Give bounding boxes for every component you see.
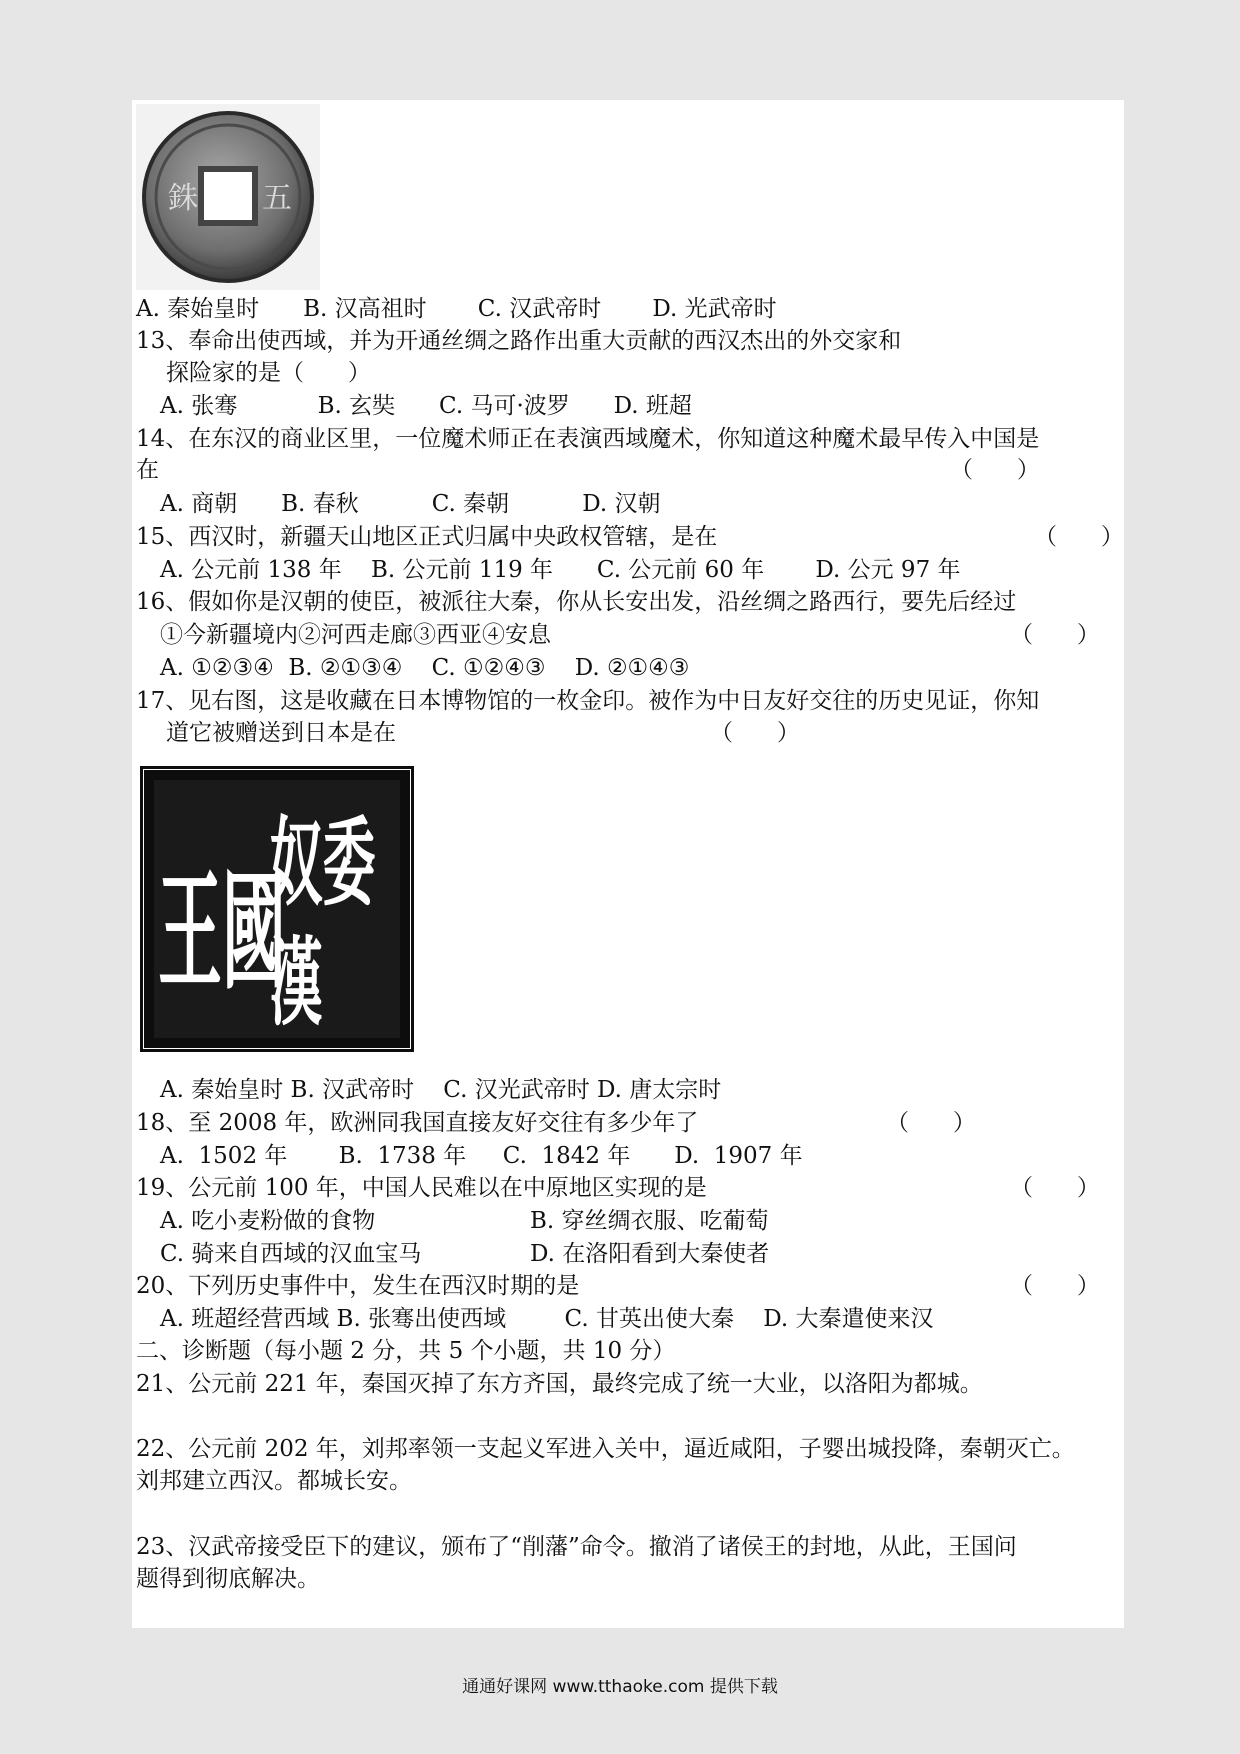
svg-text:銖: 銖: [168, 181, 198, 216]
q14-options: A. 商朝 B. 春秋 C. 秦朝 D. 汉朝: [160, 491, 661, 517]
q19-answer-paren: （ ）: [1010, 1175, 1100, 1201]
q19-option-a: A. 吃小麦粉做的食物: [160, 1208, 376, 1234]
q17-options: A. 秦始皇时 B. 汉武帝时 C. 汉光武帝时 D. 唐太宗时: [160, 1077, 722, 1103]
q21-statement: 21、公元前 221 年，秦国灭掉了东方齐国，最终完成了统一大业，以洛阳为都城。: [136, 1371, 983, 1397]
q20-options: A. 班超经营西域 B. 张骞出使西域 C. 甘英出使大秦 D. 大秦遣使来汉: [160, 1306, 934, 1332]
q14-line1: 14、在东汉的商业区里，一位魔术师正在表演西域魔术，你知道这种魔术最早传入中国是: [136, 426, 1040, 452]
q17-answer-paren: （ ）: [710, 720, 800, 746]
gold-seal-image: [140, 766, 414, 1052]
q19-option-c: C. 骑来自西域的汉血宝马: [160, 1241, 422, 1267]
q13-line1: 13、奉命出使西域，并为开通丝绸之路作出重大贡献的西汉杰出的外交家和: [136, 328, 902, 354]
q18-answer-paren: （ ）: [886, 1110, 976, 1136]
q16-line1: 16、假如你是汉朝的使臣，被派往大秦，你从长安出发，沿丝绸之路西行，要先后经过: [136, 589, 1017, 615]
q12-options: A. 秦始皇时 B. 汉高祖时 C. 汉武帝时 D. 光武帝时: [136, 296, 777, 322]
q17-line1: 17、见右图，这是收藏在日本博物馆的一枚金印。被作为中日友好交往的历史见证，你知: [136, 688, 1040, 714]
svg-text:王國: 王國: [158, 855, 286, 1007]
q23-line2: 题得到彻底解决。: [136, 1566, 320, 1592]
section-2-heading: 二、诊断题（每小题 2 分，共 5 个小题，共 10 分）: [136, 1338, 676, 1364]
q19-option-d: D. 在洛阳看到大秦使者: [530, 1241, 770, 1267]
q22-line2: 刘邦建立西汉。都城长安。: [136, 1468, 412, 1494]
q20-line1: 20、下列历史事件中，发生在西汉时期的是: [136, 1273, 580, 1299]
q22-line1: 22、公元前 202 年，刘邦率领一支起义军进入关中，逼近咸阳，子婴出城投降，秦朝灭亡。: [136, 1436, 1075, 1462]
footer-source: 通通好课网 www.tthaoke.com 提供下载: [462, 1677, 778, 1697]
q23-line1: 23、汉武帝接受臣下的建议，颁布了“削藩”命令。撤消了诸侯王的封地，从此，王国问: [136, 1534, 1017, 1560]
q14-answer-paren: （ ）: [950, 457, 1040, 483]
q18-line1: 18、至 2008 年，欧洲同我国直接友好交往有多少年了: [136, 1110, 699, 1136]
q19-line1: 19、公元前 100 年，中国人民难以在中原地区实现的是: [136, 1175, 707, 1201]
q15-options: A. 公元前 138 年 B. 公元前 119 年 C. 公元前 60 年 D. 公元 97 年: [160, 557, 961, 583]
svg-text:奴委: 奴委: [269, 806, 376, 920]
q13-options: A. 张骞 B. 玄奘 C. 马可·波罗 D. 班超: [160, 393, 692, 419]
q20-answer-paren: （ ）: [1010, 1273, 1100, 1299]
q16-options: A. ①②③④ B. ②①③④ C. ①②④③ D. ②①④③: [160, 655, 690, 681]
q16-answer-paren: （ ）: [1010, 622, 1100, 648]
q15-answer-paren: （ ）: [1034, 524, 1124, 550]
svg-text:五: 五: [262, 181, 292, 216]
q15-line1: 15、西汉时，新疆天山地区正式归属中央政权管辖，是在: [136, 524, 718, 550]
q14-line2: 在: [136, 457, 159, 483]
q13-line2: 探险家的是（ ）: [166, 360, 371, 386]
q16-line2: ①今新疆境内②河西走廊③西亚④安息: [160, 622, 551, 648]
q18-options: A. 1502 年 B. 1738 年 C. 1842 年 D. 1907 年: [160, 1143, 803, 1169]
q17-line2: 道它被赠送到日本是在: [166, 720, 396, 746]
ancient-coin-image: [136, 104, 320, 290]
q19-option-b: B. 穿丝绸衣服、吃葡萄: [530, 1208, 769, 1234]
svg-text:漢: 漢: [269, 926, 323, 1040]
